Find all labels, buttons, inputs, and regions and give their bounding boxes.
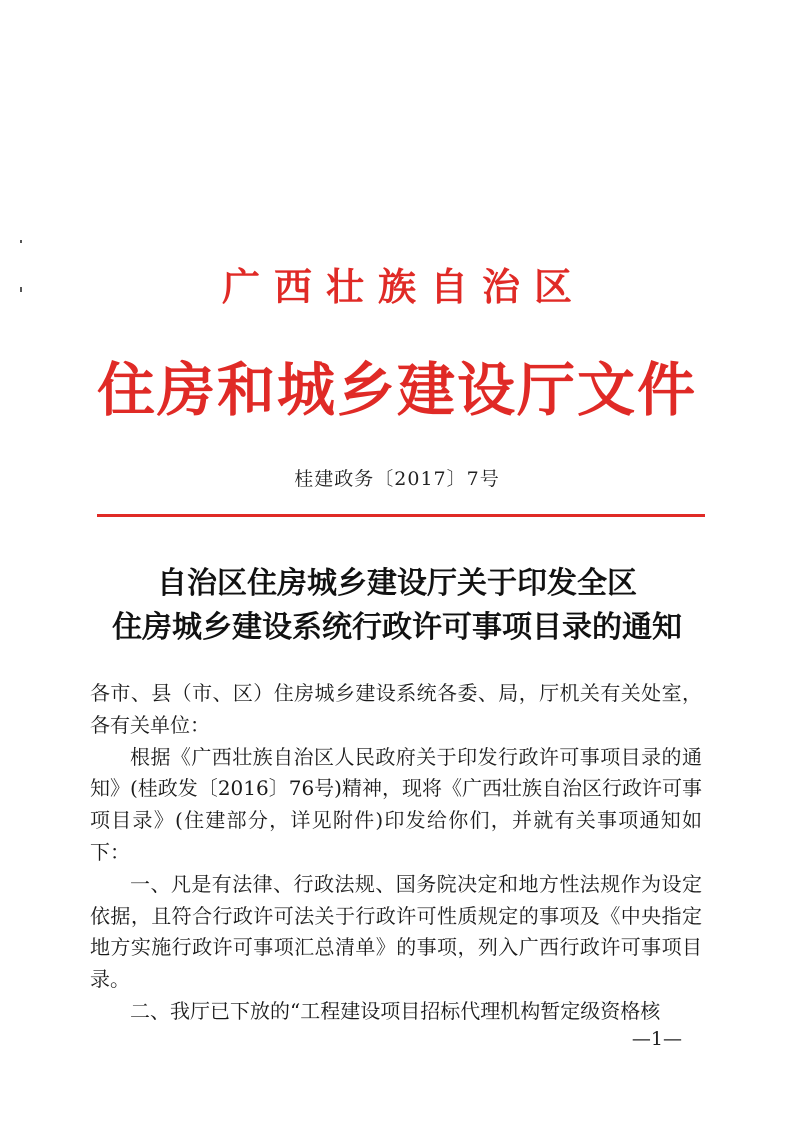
page-number: —1— [631,1028,682,1050]
body-paragraph-1: 根据《广西壮族自治区人民政府关于印发行政许可事项目录的通知》(桂政发〔2016〕76号)精神，现将《广西壮族自治区行政许可事项目录》(住建部分，详见附件)印发给你们，并就有关事项通知如下： [90,744,702,864]
addressee-paragraph: 各市、县（市、区）住房城乡建设系统各委、局，厅机关有关处室，各有关单位： [90,681,702,737]
issuing-authority-document-header: 住房和城乡建设厅文件 [96,356,697,424]
document-title-line-1: 自治区住房城乡建设厅关于印发全区 [157,566,637,601]
document-body [90,678,702,1028]
document-title [0,562,794,650]
document-title-line-2: 住房城乡建设系统行政许可事项目录的通知 [112,610,682,645]
red-divider-line [97,514,705,517]
document-number: 桂建政务〔2017〕7号 [294,468,500,490]
scan-mark-top [20,240,22,243]
body-paragraph-3: 二、我厅已下放的“工程建设项目招标代理机构暂定级资格核 [130,998,661,1023]
body-paragraph-2: 一、凡是有法律、行政法规、国务院决定和地方性法规作为设定依据，且符合行政许可法关于行政许可性质规定的事项及《中央指定地方实施行政许可事项汇总清单》的事项，列入广西行政许可事项目录。 [90,871,702,992]
issuing-authority-region: 广西壮族自治区 [221,264,586,309]
